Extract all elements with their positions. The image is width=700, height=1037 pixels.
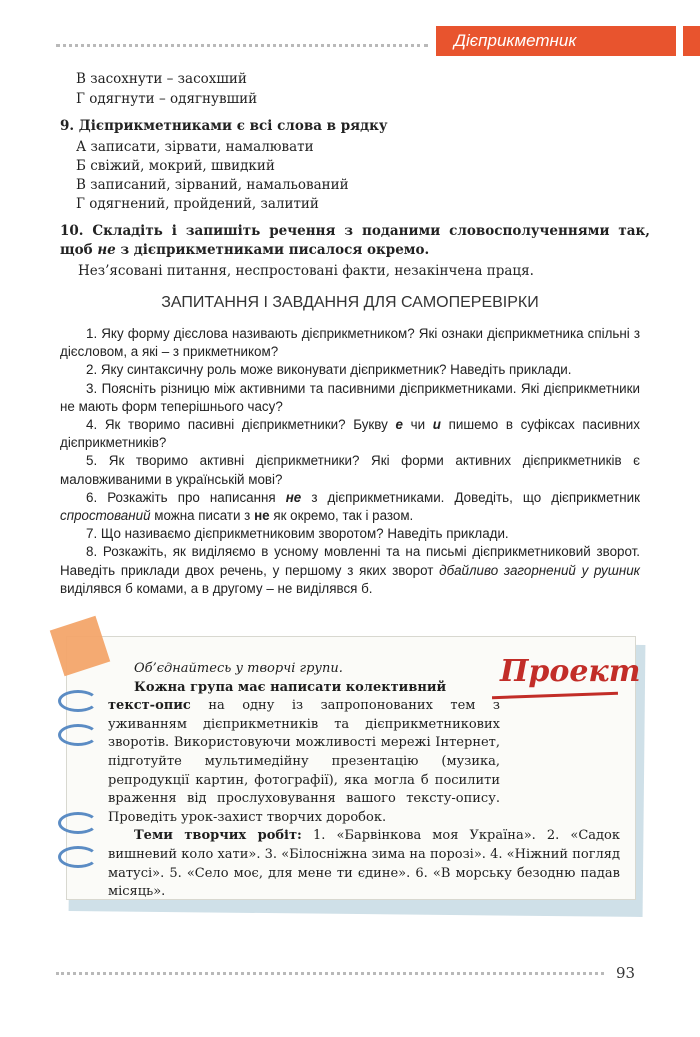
- q10-title-ne: не: [97, 242, 116, 258]
- project-topics-label: Теми творчих робіт:: [134, 828, 302, 844]
- project-label: Проект: [500, 654, 641, 689]
- q6-part-c: можна писати з: [154, 508, 251, 524]
- q10-phrases: Нез’ясовані питання, неспростовані факти, незакінчена праця.: [78, 263, 534, 279]
- footer-dotted-rule: [56, 972, 604, 975]
- self-check-q7: 7. Що називаємо дієприкметниковим зворотом? Наведіть приклади.: [86, 526, 509, 542]
- binder-ring-icon: [58, 812, 98, 834]
- question-10-title: [60, 222, 650, 260]
- q10-title-part1: 10. Складіть і запишіть речення з поданими словосполученнями так, щоб: [60, 223, 650, 258]
- self-check-q1: 1. Яку форму дієслова називають дієприкметником? Які ознаки дієприкметника спільні з дієсловом, а які – з прикметником?: [60, 326, 640, 360]
- page-number: 93: [616, 964, 636, 982]
- binder-ring-icon: [58, 724, 98, 746]
- q9-option-g: Г одягнений, пройдений, залитий: [76, 196, 319, 212]
- question-9-title: 9. Дієприкметниками є всі слова в рядку: [60, 118, 388, 134]
- prev-option-g: Г одягнути – одягнувший: [76, 91, 258, 107]
- self-check-q5: 5. Як творимо активні дієприкметники? Які форми активних дієприкметників є маловживаними в українській мові?: [60, 453, 640, 487]
- prev-option-v: В засохнути – засохший: [76, 71, 247, 87]
- self-check-q8: [60, 543, 640, 598]
- q10-title-part2: з дієприкметниками писалося окремо.: [120, 242, 430, 258]
- project-body-term: текст-опис: [108, 698, 191, 714]
- q4-part-b: чи: [410, 417, 426, 433]
- q8-part-a: 8. Розкажіть, як виділяємо в усному мовленні та на письмі дієприкметниковий зворот. Наведіть приклади двох речень, у першому з яких зворот: [60, 544, 640, 578]
- self-check-list: [60, 325, 640, 598]
- q6-part-a: 6. Розкажіть про написання: [86, 489, 276, 505]
- self-check-q3: 3. Поясніть різницю між активними та пасивними дієприкметниками. Які дієприкметники не мають форм теперішнього часу?: [60, 380, 640, 414]
- project-text: [108, 660, 620, 902]
- chapter-tab-edge: [683, 26, 700, 56]
- binder-ring-icon: [58, 690, 98, 712]
- self-check-q4: [60, 416, 640, 452]
- project-body-b: на одну із запропонованих тем з уживанням дієприкметників та дієприкметникових зворотів. Використовуючи можливості мережі Інтернет, підготуйте мультимедійну презентацію (музика, репродукції картин, фотографії), яка могла б посилити враження від прослуховування вашого тексту-опису. Проведіть урок-захист творчих доробок.: [108, 698, 500, 825]
- chapter-tab: [436, 26, 676, 56]
- q6-ne2: не: [254, 508, 270, 524]
- q4-letter-e: е: [395, 417, 403, 433]
- chapter-title: Дієприкметник: [454, 31, 577, 50]
- binder-ring-icon: [58, 846, 98, 868]
- q9-option-b: Б свіжий, мокрий, швидкий: [76, 158, 275, 174]
- q6-part-d: як окремо, так і разом.: [273, 508, 414, 524]
- q9-option-a: А записати, зірвати, намалювати: [76, 139, 314, 155]
- q4-part-c: пишемо в суфіксах пасивних дієприкметників?: [60, 417, 640, 451]
- project-body-a: Кожна група має написати колективний: [134, 679, 447, 695]
- self-check-q2: 2. Яку синтаксичну роль може виконувати дієприкметник? Наведіть приклади.: [86, 362, 572, 378]
- q6-part-b: з дієприкметниками. Доведіть, що дієприкметник: [311, 489, 640, 505]
- q4-part-a: 4. Як творимо пасивні дієприкметники? Букву: [86, 417, 388, 433]
- self-check-q6: [60, 489, 640, 525]
- self-check-title: ЗАПИТАННЯ І ЗАВДАННЯ ДЛЯ САМОПЕРЕВІРКИ: [161, 294, 539, 311]
- project-intro: Об’єднайтесь у творчі групи.: [134, 661, 343, 676]
- q8-part-b: виділявся б комами, а в другому – не виділявся б.: [60, 580, 373, 596]
- q8-phrase: дбайливо загорнений у рушник: [439, 562, 640, 578]
- q6-ne: не: [285, 489, 302, 505]
- q4-letter-y: и: [432, 417, 441, 433]
- q9-option-v: В записаний, зірваний, намальований: [76, 177, 349, 193]
- q6-word: спростований: [60, 508, 151, 524]
- header-dotted-rule: [56, 44, 428, 47]
- project-topics: 1. «Барвінкова моя Україна». 2. «Садок вишневий коло хати». 3. «Білосніжна зима на порозі». 4. «Ніжний погляд матусі». 5. «Село моє, для мене ти єдине». 6. «В морську безодню падав місяць».: [108, 828, 620, 900]
